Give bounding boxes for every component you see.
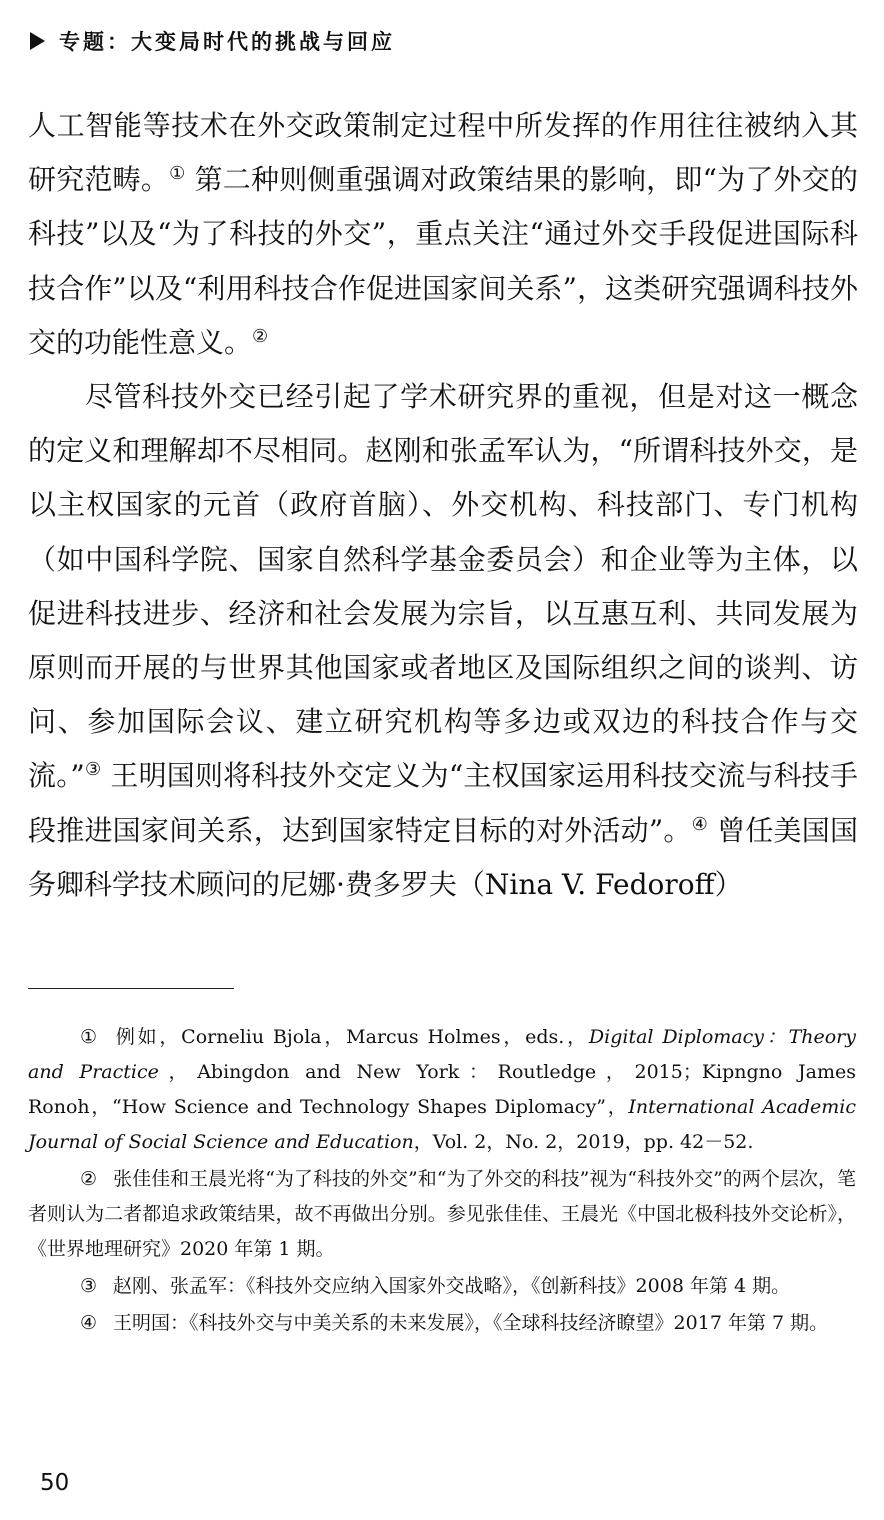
text-run: 人工智能等技术在外交政策制定过程中所发挥的作用往往被纳入其研究范畴。 (28, 109, 858, 197)
footnote-divider (28, 988, 234, 989)
footnote-text: ，Vol. 2，No. 2，2019，pp. 42－52. (413, 1131, 754, 1153)
running-header-title: 专题：大变局时代的挑战与回应 (59, 30, 395, 54)
footnote-mark: ④ (80, 1312, 98, 1334)
footnote-3 (28, 1269, 856, 1304)
main-text (28, 99, 858, 912)
page-number: 50 (40, 1470, 70, 1496)
footnote-ref[interactable]: ④ (691, 813, 708, 835)
footnote-journal-title: International Academic Journal of Social Science and Education (28, 1096, 857, 1153)
footnote-4 (28, 1306, 856, 1341)
footnote-text: 赵刚、张孟军：《科技外交应纳入国家外交战略》，《创新科技》2008 年第 4 期。 (113, 1275, 791, 1297)
text-run: 王明国则将科技外交定义为“主权国家运用科技交流与科技手段推进国家间关系，达到国家特定目标的对外活动”。 (28, 759, 858, 847)
triangle-marker-icon (30, 32, 45, 50)
text-run: 曾任美国国务卿科学技术顾问的尼娜·费多罗夫（Nina V. Fedoroff） (28, 813, 858, 901)
footnote-ref[interactable]: ③ (84, 759, 102, 781)
footnote-mark: ① (80, 1026, 100, 1048)
running-header (30, 26, 395, 56)
footnote-ref[interactable]: ① (169, 163, 186, 185)
footnote-mark: ③ (80, 1275, 98, 1297)
footnote-text: ，Abingdon and New York：Routledge，2015；Kipngno James Ronoh，“How Science and Technology Shapes Diplomacy”， (28, 1061, 857, 1118)
footnotes (28, 1020, 856, 1341)
footnote-text: 例如，Corneliu Bjola，Marcus Holmes，eds.， (115, 1026, 589, 1048)
footnote-text: 张佳佳和王晨光将“为了科技的外交”和“为了外交的科技”视为“科技外交”的两个层次，笔者则认为二者都追求政策结果，故不再做出分别。参见张佳佳、王晨光《中国北极科技外交论析》，《世界地理研究》2020 年第 1 期。 (28, 1168, 856, 1260)
text-run: 第二种则侧重强调对政策结果的影响，即“为了外交的科技”以及“为了科技的外交”，重点关注“通过外交手段促进国际科技合作”以及“利用科技合作促进国家间关系”，这类研究强调科技外交的功能性意义。 (28, 163, 858, 359)
footnote-mark: ② (80, 1168, 98, 1190)
footnote-2 (28, 1162, 856, 1267)
footnote-text: 王明国：《科技外交与中美关系的未来发展》，《全球科技经济瞭望》2017 年第 7 期。 (113, 1312, 829, 1334)
footnote-book-title: Digital Diplomacy：Theory and Practice (28, 1026, 856, 1083)
text-run: 尽管科技外交已经引起了学术研究界的重视，但是对这一概念的定义和理解却不尽相同。赵刚和张孟军认为，“所谓科技外交，是以主权国家的元首（政府首脑）、外交机构、科技部门、专门机构（如中国科学院、国家自然科学基金委员会）和企业等为主体，以促进科技进步、经济和社会发展为宗旨，以互惠互利、共同发展为原则而开展的与世界其他国家或者地区及国际组织之间的谈判、访问、参加国际会议、建立研究机构等多边或双边的科技合作与交流。” (28, 380, 858, 793)
footnote-1 (28, 1020, 856, 1160)
paragraph (28, 99, 858, 370)
footnote-ref[interactable]: ② (252, 325, 269, 347)
paragraph (28, 370, 858, 912)
